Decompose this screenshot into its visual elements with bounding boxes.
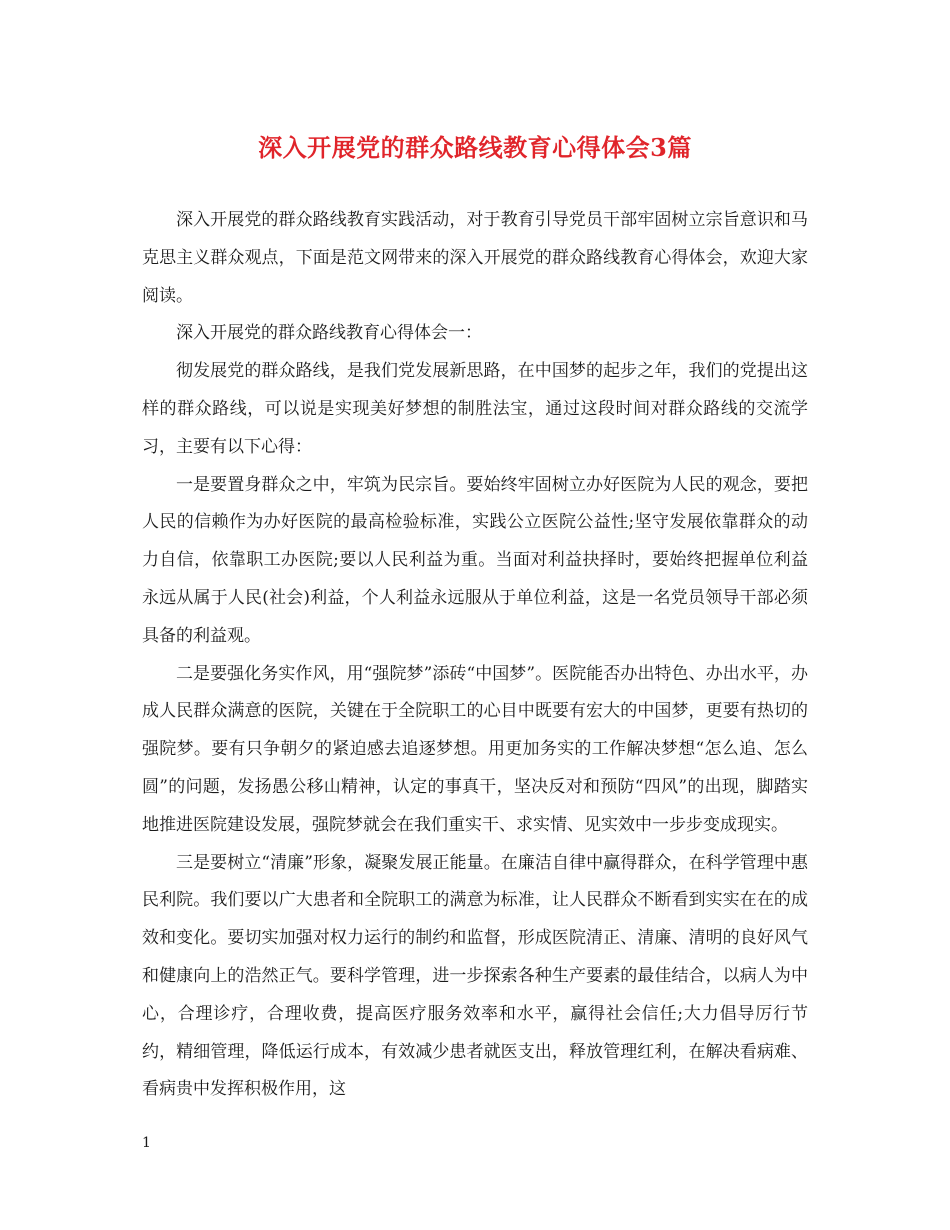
page-number: 1 xyxy=(142,1135,151,1151)
body-paragraph: 三是要树立“清廉”形象，凝聚发展正能量。在廉洁自律中赢得群众，在科学管理中惠民利院。我们要以广大患者和全院职工的满意为标准，让人民群众不断看到实实在在的成效和变化。要切实加强对权力运行的制约和监督，形成医院清正、清廉、清明的良好风气和健康向上的浩然正气。要科学管理，进一步探索各种生产要素的最佳结合，以病人为中心，合理诊疗，合理收费，提高医疗服务效率和水平，赢得社会信任;大力倡导厉行节约，精细管理，降低运行成本，有效减少患者就医支出，释放管理红利，在解决看病难、看病贵中发挥积极作用，这 xyxy=(142,852,808,1100)
body-paragraph: 二是要强化务实作风，用“强院梦”添砖“中国梦”。医院能否办出特色、办出水平，办成人民群众满意的医院，关键在于全院职工的心目中既要有宏大的中国梦，更要有热切的强院梦。要有只争朝夕的紧迫感去追逐梦想。用更加务实的工作解决梦想“怎么追、怎么圆”的问题，发扬愚公移山精神，认定的事真干，坚决反对和预防“四风”的出现，脚踏实地推进医院建设发展，强院梦就会在我们重实干、求实情、见实效中一步步变成现实。 xyxy=(142,663,808,835)
document-body xyxy=(142,202,808,1109)
document-title: 深入开展党的群众路线教育心得体会3篇 xyxy=(258,133,692,162)
body-paragraph: 一是要置身群众之中，牢筑为民宗旨。要始终牢固树立办好医院为人民的观念，要把人民的信赖作为办好医院的最高检验标准，实践公立医院公益性;坚守发展依靠群众的动力自信，依靠职工办医院;要以人民利益为重。当面对利益抉择时，要始终把握单位利益永远从属于人民(社会)利益，个人利益永远服从于单位利益，这是一名党员领导干部必须具备的利益观。 xyxy=(142,474,808,646)
body-paragraph: 彻发展党的群众路线，是我们党发展新思路，在中国梦的起步之年，我们的党提出这样的群众路线，可以说是实现美好梦想的制胜法宝，通过这段时间对群众路线的交流学习，主要有以下心得： xyxy=(142,361,808,457)
intro-paragraph: 深入开展党的群众路线教育实践活动，对于教育引导党员干部牢固树立宗旨意识和马克思主义群众观点，下面是范文网带来的深入开展党的群众路线教育心得体会，欢迎大家阅读。 xyxy=(142,210,808,306)
section-heading-one: 深入开展党的群众路线教育心得体会一： xyxy=(176,323,482,344)
